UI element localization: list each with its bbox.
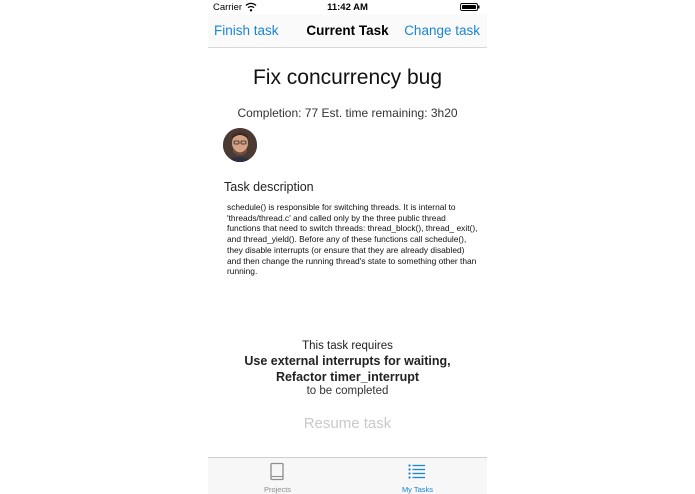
tab-label: My Tasks [401,485,434,494]
requirements-intro: This task requires [302,340,393,352]
tab-my-tasks[interactable] [348,458,487,494]
navigation-bar [208,14,487,48]
battery-icon [460,3,480,11]
tab-label: Projects [263,485,292,494]
assignee-avatar [223,128,257,162]
task-meta: Completion: 77 Est. time remaining: 3h20 [237,106,458,120]
status-bar [208,0,487,14]
description-heading: Task description [224,180,314,194]
phone-screen [208,0,487,494]
description-text: schedule() is responsible for switching threads. It is internal to 'threads/thread.c' and called only by the three public thread functions that need to switch threads: thread_block(), thread_ exit(), and thread_yield(). Before any of these functions call schedule(), they disable interrupts (or ensure that they are already disabled) and then change the running thread's state to something other than running. [227,202,478,277]
change-task-button[interactable]: Change task [404,23,480,38]
tab-bar [208,457,487,494]
task-title: Fix concurrency bug [252,66,443,89]
requirements-outro: to be completed [306,385,389,397]
finish-task-button[interactable]: Finish task [214,23,279,38]
nav-title: Current Task [306,23,389,38]
carrier-label: Carrier [213,2,243,13]
resume-task-button[interactable]: Resume task [303,415,392,432]
requirement-item: Use external interrupts for waiting, [244,354,451,368]
list-icon [407,462,427,482]
tab-projects[interactable] [208,458,347,494]
requirement-item: Refactor timer_interrupt [275,370,420,384]
book-icon [267,462,287,482]
status-time: 11:42 AM [327,2,368,13]
avatar-portrait-icon [223,128,257,162]
